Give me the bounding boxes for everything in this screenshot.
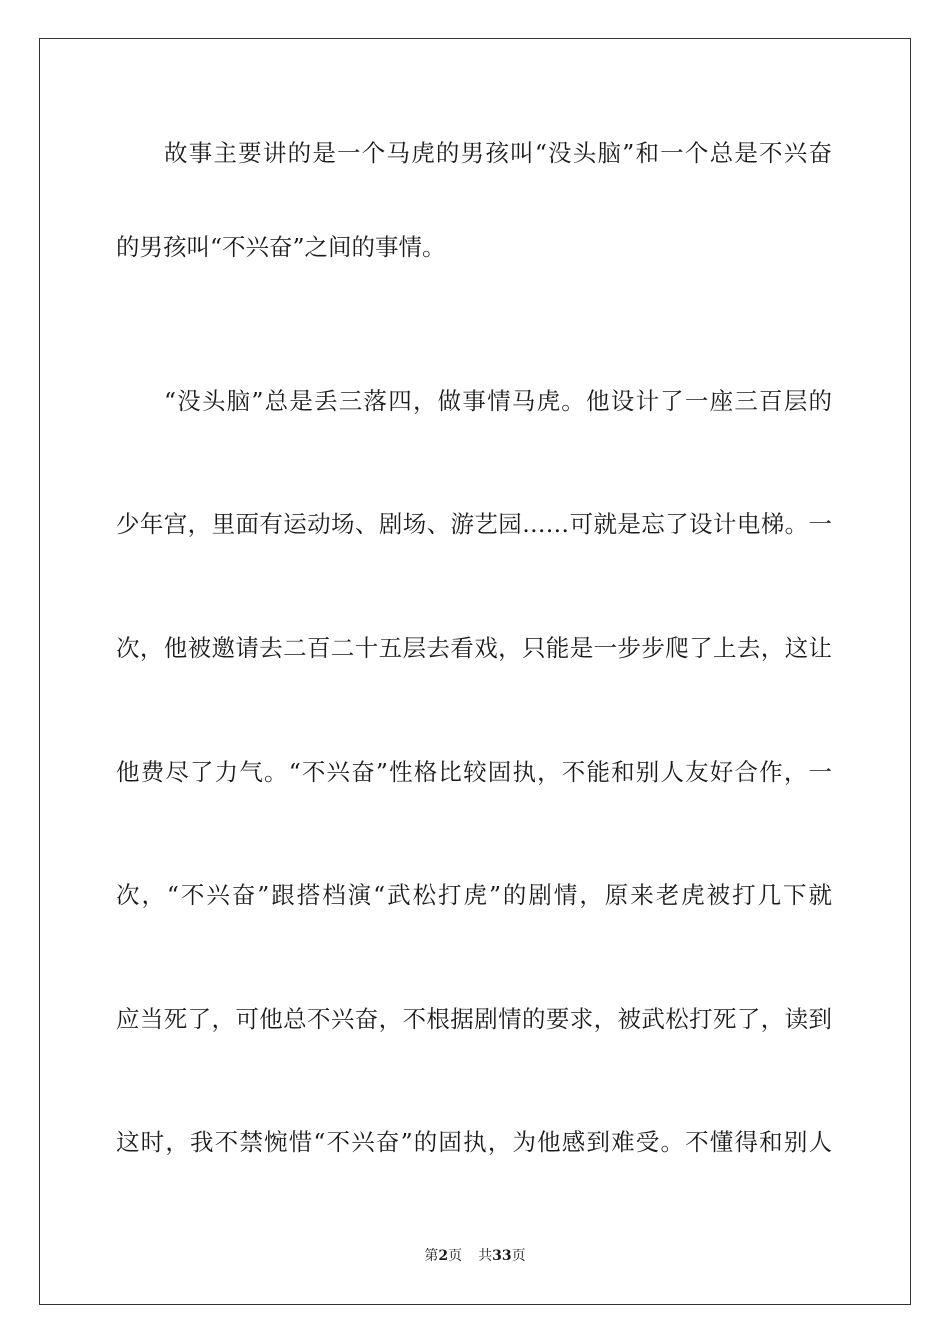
- page-border: [39, 38, 911, 1305]
- paragraph-1-line-1: 故事主要讲的是一个马虎的男孩叫“没头脑”和一个总是不兴奋: [164, 139, 832, 167]
- paragraph-2-line-3: 次，他被邀请去二百二十五层去看戏，只能是一步步爬了上去，这让: [116, 634, 832, 662]
- footer-page-number: 2: [438, 1248, 449, 1264]
- footer-total-prefix: 共: [478, 1248, 493, 1264]
- paragraph-2-line-5: 次，“不兴奋”跟搭档演“武松打虎”的剧情，原来老虎被打几下就: [116, 881, 832, 909]
- paragraph-2-line-4: 他费尽了力气。“不兴奋”性格比较固执，不能和别人友好合作，一: [116, 758, 832, 786]
- paragraph-2-line-2: 少年宫，里面有运动场、剧场、游艺园……可就是忘了设计电梯。一: [116, 510, 832, 538]
- footer-total-pages: 33: [492, 1248, 512, 1264]
- paragraph-1-line-2: 的男孩叫“不兴奋”之间的事情。: [116, 233, 446, 261]
- footer-total-suffix: 页: [511, 1248, 526, 1264]
- paragraph-2-line-7: 这时，我不禁惋惜“不兴奋”的固执，为他感到难受。不懂得和别人: [116, 1128, 832, 1156]
- page-footer: [0, 1247, 950, 1265]
- footer-page-suffix: 页: [448, 1248, 463, 1264]
- paragraph-2-line-1: “没头脑”总是丢三落四，做事情马虎。他设计了一座三百层的: [164, 387, 832, 415]
- paragraph-2-line-6: 应当死了，可他总不兴奋，不根据剧情的要求，被武松打死了，读到: [116, 1005, 832, 1033]
- footer-page-prefix: 第: [424, 1248, 439, 1264]
